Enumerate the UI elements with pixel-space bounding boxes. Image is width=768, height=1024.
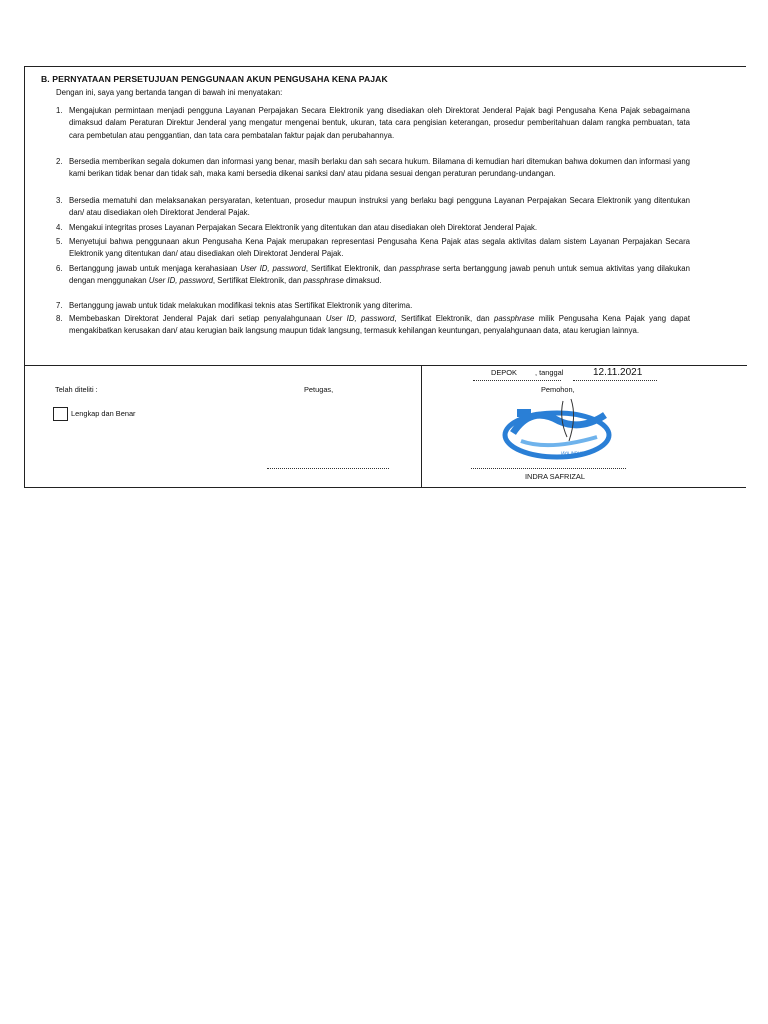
list-item (56, 195, 690, 220)
section-b (25, 67, 747, 367)
column-divider (421, 365, 422, 488)
item-text: Mengakui integritas proses Layanan Perpajakan Secara Elektronik yang ditentukan dan atau disediakan oleh Direktorat Jenderal Pajak. (69, 223, 538, 232)
checkbox-label: Lengkap dan Benar (71, 409, 136, 418)
section-title: B. PERNYATAAN PERSETUJUAN PENGGUNAAN AKUN PENGUSAHA KENA PAJAK (41, 74, 388, 84)
applicant-label: Pemohon, (541, 385, 575, 394)
list-item (56, 105, 690, 142)
company-stamp-icon (501, 397, 613, 467)
complete-checkbox[interactable] (53, 407, 68, 421)
item-number: 6. (56, 264, 63, 273)
item-text: Bertanggung jawab untuk tidak melakukan modifikasi teknis atas Sertifikat Elektronik yang diterima. (69, 301, 413, 310)
item-text: Menyetujui bahwa penggunaan akun Pengusaha Kena Pajak merupakan representasi Pengusaha Kena Pajak atas segala aktivitas dalam sistem Layanan Perpajakan Secara Elektronik yang ditentukan dan/ atau disediakan oleh Direktorat Jenderal Pajak. (69, 237, 690, 259)
item-number: 5. (56, 237, 63, 246)
section-intro: Dengan ini, saya yang bertanda tangan di bawah ini menyatakan: (56, 88, 283, 97)
list-item (56, 263, 690, 288)
item-text: Bersedia mematuhi dan melaksanakan persyaratan, ketentuan, prosedur maupun instruksi yang berlaku bagi pengguna Layanan Perpajakan Secara Elektronik yang ditentukan dan/ atau disediakan oleh Direktorat Jenderal Pajak. (69, 196, 690, 218)
item-text: Bertanggung jawab untuk menjaga kerahasiaan User ID, password, Sertifikat Elektronik, dan passphrase serta bertanggung jawab penuh untuk semua aktivitas yang dilakukan dengan menggunakan User ID, password, Sertifikat Elektronik, dan passphrase dimaksud. (69, 264, 690, 286)
list-item (56, 156, 690, 181)
list-item (56, 222, 690, 234)
applicant-name: INDRA SAFRIZAL (525, 472, 585, 481)
item-text: Membebaskan Direktorat Jenderal Pajak dari setiap penyalahgunaan User ID, password, Sertifikat Elektronik, dan passphrase milik Pengusaha Kena Pajak yang dapat mengakibatkan kerusakan dan/ atau kerugian baik langsung maupun tidak langsung, termasuk kehilangan keuntungan, penyalahgunaan data, atau kerugian lainnya. (69, 314, 691, 336)
item-number: 3. (56, 196, 63, 205)
applicant-signature-line (471, 468, 626, 469)
list-item (56, 313, 690, 338)
city-value: DEPOK (491, 368, 517, 377)
statement-form (24, 66, 746, 488)
item-number: 8. (56, 314, 63, 323)
stamp-text: JAYA INDUSTRI (561, 451, 590, 456)
item-number: 4. (56, 223, 63, 232)
date-line (573, 380, 657, 381)
item-number: 1. (56, 106, 63, 115)
officer-signature-line (267, 468, 389, 469)
city-line (473, 380, 561, 381)
section-divider (25, 365, 747, 366)
date-label: , tanggal (535, 368, 564, 377)
item-text: Mengajukan permintaan menjadi pengguna Layanan Perpajakan Secara Elektronik yang disediakan oleh Direktorat Jenderal Pajak bagi Pengusaha Kena Pajak sebagaimana dimaksud dalam Peraturan Direktur Jenderal yang mengatur mengenai bentuk, ukuran, tata cara pengisian keterangan, prosedur pemberitahuan dalam rangka pembuatan, tata cara pembetulan atau penggantian, dan tata cara pembatalan faktur pajak dan perubahannya. (69, 106, 690, 140)
checked-label: Telah diteliti : (55, 385, 98, 394)
list-item (56, 300, 690, 312)
item-number: 2. (56, 157, 63, 166)
list-item (56, 236, 690, 261)
officer-label: Petugas, (304, 385, 334, 394)
item-number: 7. (56, 301, 63, 310)
item-text: Bersedia memberikan segala dokumen dan informasi yang benar, masih berlaku dan sah secara hukum. Bilamana di kemudian hari ditemukan bahwa dokumen dan informasi yang kami berikan tidak benar dan tidak sah, maka kami bersedia dikenai sanksi dan/ atau pidana sesuai dengan peraturan perundang-undangan. (69, 157, 690, 179)
date-value: 12.11.2021 (593, 367, 643, 378)
